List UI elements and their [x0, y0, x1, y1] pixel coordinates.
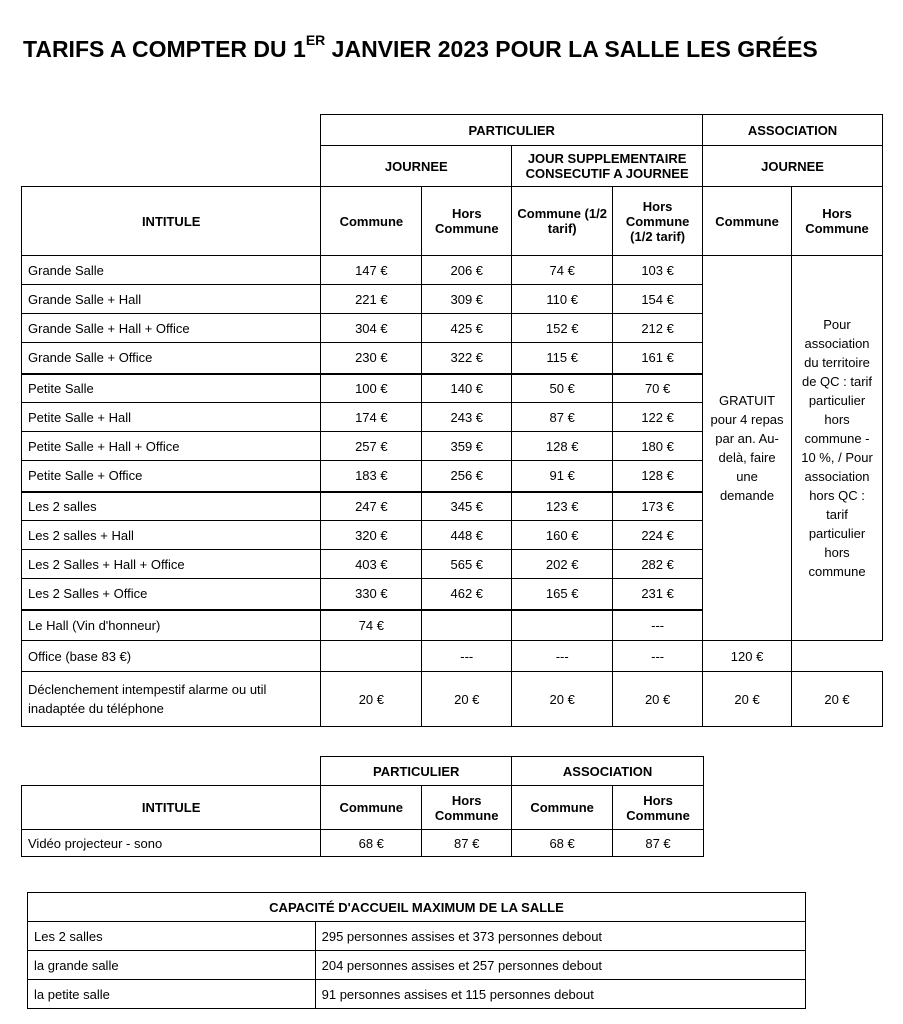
t2-header-commune-association: Commune	[512, 786, 613, 830]
price-cell: 256 €	[422, 461, 512, 492]
price-cell: 230 €	[321, 343, 422, 374]
t2-row-cell: 87 €	[422, 830, 512, 857]
price-cell: 128 €	[613, 461, 703, 492]
office-label: Office (base 83 €)	[22, 641, 321, 672]
header-journee: JOURNEE	[321, 146, 512, 187]
price-cell: 183 €	[321, 461, 422, 492]
alarm-cell: 20 €	[422, 672, 512, 727]
price-cell: 403 €	[321, 550, 422, 579]
alarm-cell: 20 €	[321, 672, 422, 727]
header-hors-commune-half: Hors Commune (1/2 tarif)	[613, 187, 703, 256]
row-label: Petite Salle + Hall + Office	[22, 432, 321, 461]
t2-header-association: ASSOCIATION	[512, 757, 704, 786]
price-cell: 320 €	[321, 521, 422, 550]
price-cell: 282 €	[613, 550, 703, 579]
alarm-cell: 20 €	[512, 672, 613, 727]
price-cell: 257 €	[321, 432, 422, 461]
price-cell: 154 €	[613, 285, 703, 314]
price-cell: 243 €	[422, 403, 512, 432]
office-cell: ---	[613, 641, 703, 672]
price-cell: 565 €	[422, 550, 512, 579]
row-label: Petite Salle + Hall	[22, 403, 321, 432]
capacite-label: Les 2 salles	[28, 922, 316, 951]
price-cell: 221 €	[321, 285, 422, 314]
t2-row-cell: 87 €	[613, 830, 704, 857]
price-cell: 74 €	[512, 256, 613, 285]
page-title: TARIFS A COMPTER DU 1ER JANVIER 2023 POUR LA SALLE LES GRÉES	[23, 32, 818, 62]
alarm-cell: 20 €	[792, 672, 883, 727]
capacite-table	[27, 892, 806, 1009]
price-cell: 115 €	[512, 343, 613, 374]
price-cell: 147 €	[321, 256, 422, 285]
row-label: Petite Salle + Office	[22, 461, 321, 492]
price-cell: 123 €	[512, 492, 613, 521]
header-intitule: INTITULE	[22, 187, 321, 256]
price-cell: 100 €	[321, 374, 422, 403]
price-cell: 110 €	[512, 285, 613, 314]
price-cell: 165 €	[512, 579, 613, 610]
price-cell: 322 €	[422, 343, 512, 374]
t2-row-cell: 68 €	[512, 830, 613, 857]
header-hors-commune: Hors Commune	[422, 187, 512, 256]
row-label: Grande Salle + Hall	[22, 285, 321, 314]
capacite-label: la grande salle	[28, 951, 316, 980]
price-cell: 70 €	[613, 374, 703, 403]
price-cell: 87 €	[512, 403, 613, 432]
t2-header-hors-commune-association: Hors Commune	[613, 786, 704, 830]
capacite-value: 204 personnes assises et 257 personnes debout	[315, 951, 805, 980]
association-note: Pour association du territoire de QC : tarif particulier hors commune - 10 %, / Pour association hors QC : tarif particulier hors commune	[792, 256, 883, 641]
t2-row-cell: 68 €	[321, 830, 422, 857]
price-cell: ---	[613, 610, 703, 641]
price-cell: 50 €	[512, 374, 613, 403]
alarm-cell: 20 €	[613, 672, 703, 727]
price-cell: 425 €	[422, 314, 512, 343]
alarm-label: Déclenchement intempestif alarme ou util inadaptée du téléphone	[22, 672, 321, 727]
price-cell: 103 €	[613, 256, 703, 285]
capacite-value: 295 personnes assises et 373 personnes debout	[315, 922, 805, 951]
office-cell: 120 €	[703, 641, 792, 672]
alarm-cell: 20 €	[703, 672, 792, 727]
price-cell: 152 €	[512, 314, 613, 343]
t2-header-hors-commune: Hors Commune	[422, 786, 512, 830]
t2-row-label: Vidéo projecteur - sono	[22, 830, 321, 857]
row-label: Les 2 Salles + Office	[22, 579, 321, 610]
row-label: Les 2 Salles + Hall + Office	[22, 550, 321, 579]
price-cell: 330 €	[321, 579, 422, 610]
row-label: Les 2 salles + Hall	[22, 521, 321, 550]
price-cell: 122 €	[613, 403, 703, 432]
row-label: Le Hall (Vin d'honneur)	[22, 610, 321, 641]
price-cell	[422, 610, 512, 641]
price-cell: 128 €	[512, 432, 613, 461]
row-label: Grande Salle + Hall + Office	[22, 314, 321, 343]
t2-header-intitule: INTITULE	[22, 786, 321, 830]
price-cell	[512, 610, 613, 641]
price-cell: 160 €	[512, 521, 613, 550]
row-label: Les 2 salles	[22, 492, 321, 521]
office-cell	[321, 641, 422, 672]
row-label: Grande Salle	[22, 256, 321, 285]
price-cell: 206 €	[422, 256, 512, 285]
price-cell: 224 €	[613, 521, 703, 550]
header-jour-supplementaire: JOUR SUPPLEMENTAIRE CONSECUTIF A JOURNEE	[512, 146, 703, 187]
price-cell: 202 €	[512, 550, 613, 579]
price-cell: 304 €	[321, 314, 422, 343]
header-commune-association: Commune	[703, 187, 792, 256]
price-cell: 231 €	[613, 579, 703, 610]
price-cell: 448 €	[422, 521, 512, 550]
price-cell: 462 €	[422, 579, 512, 610]
equipement-table	[21, 756, 704, 857]
header-hors-commune-association: Hors Commune	[792, 187, 883, 256]
price-cell: 173 €	[613, 492, 703, 521]
header-particulier: PARTICULIER	[321, 115, 703, 146]
price-cell: 161 €	[613, 343, 703, 374]
row-label: Petite Salle	[22, 374, 321, 403]
t2-header-particulier: PARTICULIER	[321, 757, 512, 786]
price-cell: 74 €	[321, 610, 422, 641]
price-cell: 91 €	[512, 461, 613, 492]
capacite-header: CAPACITÉ D'ACCUEIL MAXIMUM DE LA SALLE	[28, 893, 806, 922]
tarifs-table	[21, 114, 883, 727]
header-association: ASSOCIATION	[703, 115, 883, 146]
row-label: Grande Salle + Office	[22, 343, 321, 374]
gratuit-note: GRATUIT pour 4 repas par an. Au-delà, faire une demande	[703, 256, 792, 641]
t2-header-commune: Commune	[321, 786, 422, 830]
price-cell: 309 €	[422, 285, 512, 314]
capacite-value: 91 personnes assises et 115 personnes debout	[315, 980, 805, 1009]
price-cell: 174 €	[321, 403, 422, 432]
office-cell: ---	[422, 641, 512, 672]
price-cell: 359 €	[422, 432, 512, 461]
header-commune-half: Commune (1/2 tarif)	[512, 187, 613, 256]
price-cell: 212 €	[613, 314, 703, 343]
price-cell: 140 €	[422, 374, 512, 403]
price-cell: 180 €	[613, 432, 703, 461]
header-journee-association: JOURNEE	[703, 146, 883, 187]
price-cell: 345 €	[422, 492, 512, 521]
price-cell: 247 €	[321, 492, 422, 521]
capacite-label: la petite salle	[28, 980, 316, 1009]
header-commune: Commune	[321, 187, 422, 256]
office-cell: ---	[512, 641, 613, 672]
